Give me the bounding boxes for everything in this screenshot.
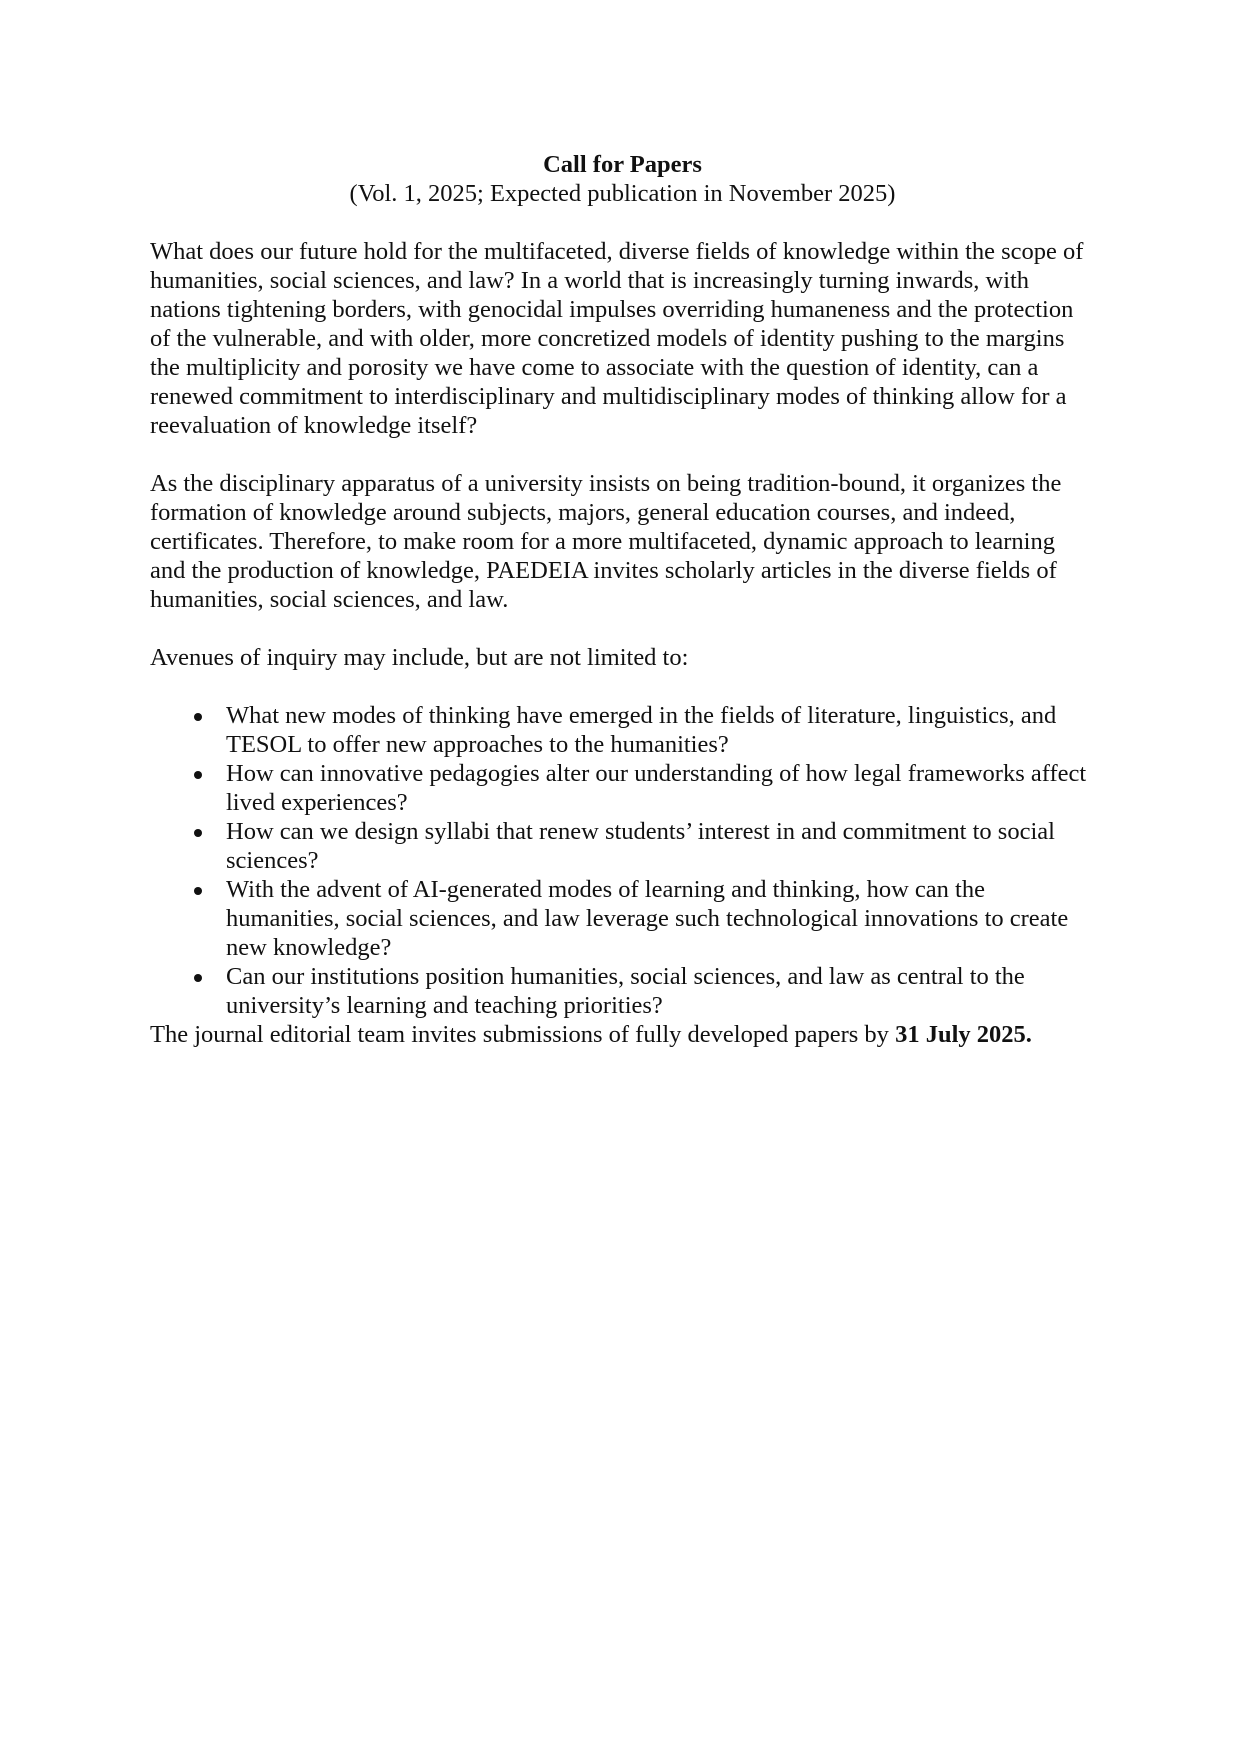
- inquiry-list: [150, 701, 1095, 1020]
- list-item-text: What new modes of thinking have emerged in the fields of literature, linguistics, and TESOL to offer new approaches to the humanities?: [226, 702, 1057, 758]
- paragraph-intro: What does our future hold for the multifaceted, diverse fields of knowledge within the scope of humanities, social sciences, and law? In a world that is increasingly turning inwards, with nations tightening borders, with genocidal impulses overriding humaneness and the protection of the vulnerable, and with older, more concretized models of identity pushing to the margins the multiplicity and porosity we have come to associate with the question of identity, can a renewed commitment to interdisciplinary and multidisciplinary modes of thinking allow for a reevaluation of knowledge itself?: [150, 238, 1084, 439]
- bullet-icon: [194, 771, 202, 779]
- list-item-text: How can innovative pedagogies alter our understanding of how legal frameworks affect lived experiences?: [226, 760, 1087, 816]
- list-item-text: Can our institutions position humanities, social sciences, and law as central to the university’s learning and teaching priorities?: [226, 963, 1025, 1019]
- bullet-icon: [194, 713, 202, 721]
- list-item-text: How can we design syllabi that renew students’ interest in and commitment to social sciences?: [226, 818, 1055, 874]
- paragraph-avenues: Avenues of inquiry may include, but are not limited to:: [150, 644, 689, 671]
- closing-text: The journal editorial team invites submissions of fully developed papers by: [150, 1021, 896, 1048]
- submission-deadline: 31 July 2025.: [895, 1021, 1032, 1048]
- closing-statement: [150, 1020, 1095, 1049]
- bullet-icon: [194, 829, 202, 837]
- paragraph-disciplinary: As the disciplinary apparatus of a university insists on being tradition-bound, it organizes the formation of knowledge around subjects, majors, general education courses, and indeed, certificates. Therefore, to make room for a more multifaceted, dynamic approach to learning and the production of knowledge, PAEDEIA invites scholarly articles in the diverse fields of humanities, social sciences, and law.: [150, 470, 1062, 613]
- list-item: [150, 875, 1095, 962]
- list-item: [150, 817, 1095, 875]
- list-item-text: With the advent of AI-generated modes of learning and thinking, how can the humanities, social sciences, and law leverage such technological innovations to create new knowledge?: [226, 876, 1069, 961]
- document-title: Call for Papers: [543, 151, 702, 178]
- bullet-icon: [194, 887, 202, 895]
- list-item: [150, 759, 1095, 817]
- document-page: [150, 150, 1095, 1049]
- list-item: [150, 962, 1095, 1020]
- bullet-icon: [194, 974, 202, 982]
- list-item: [150, 701, 1095, 759]
- document-subtitle: (Vol. 1, 2025; Expected publication in November 2025): [349, 180, 896, 207]
